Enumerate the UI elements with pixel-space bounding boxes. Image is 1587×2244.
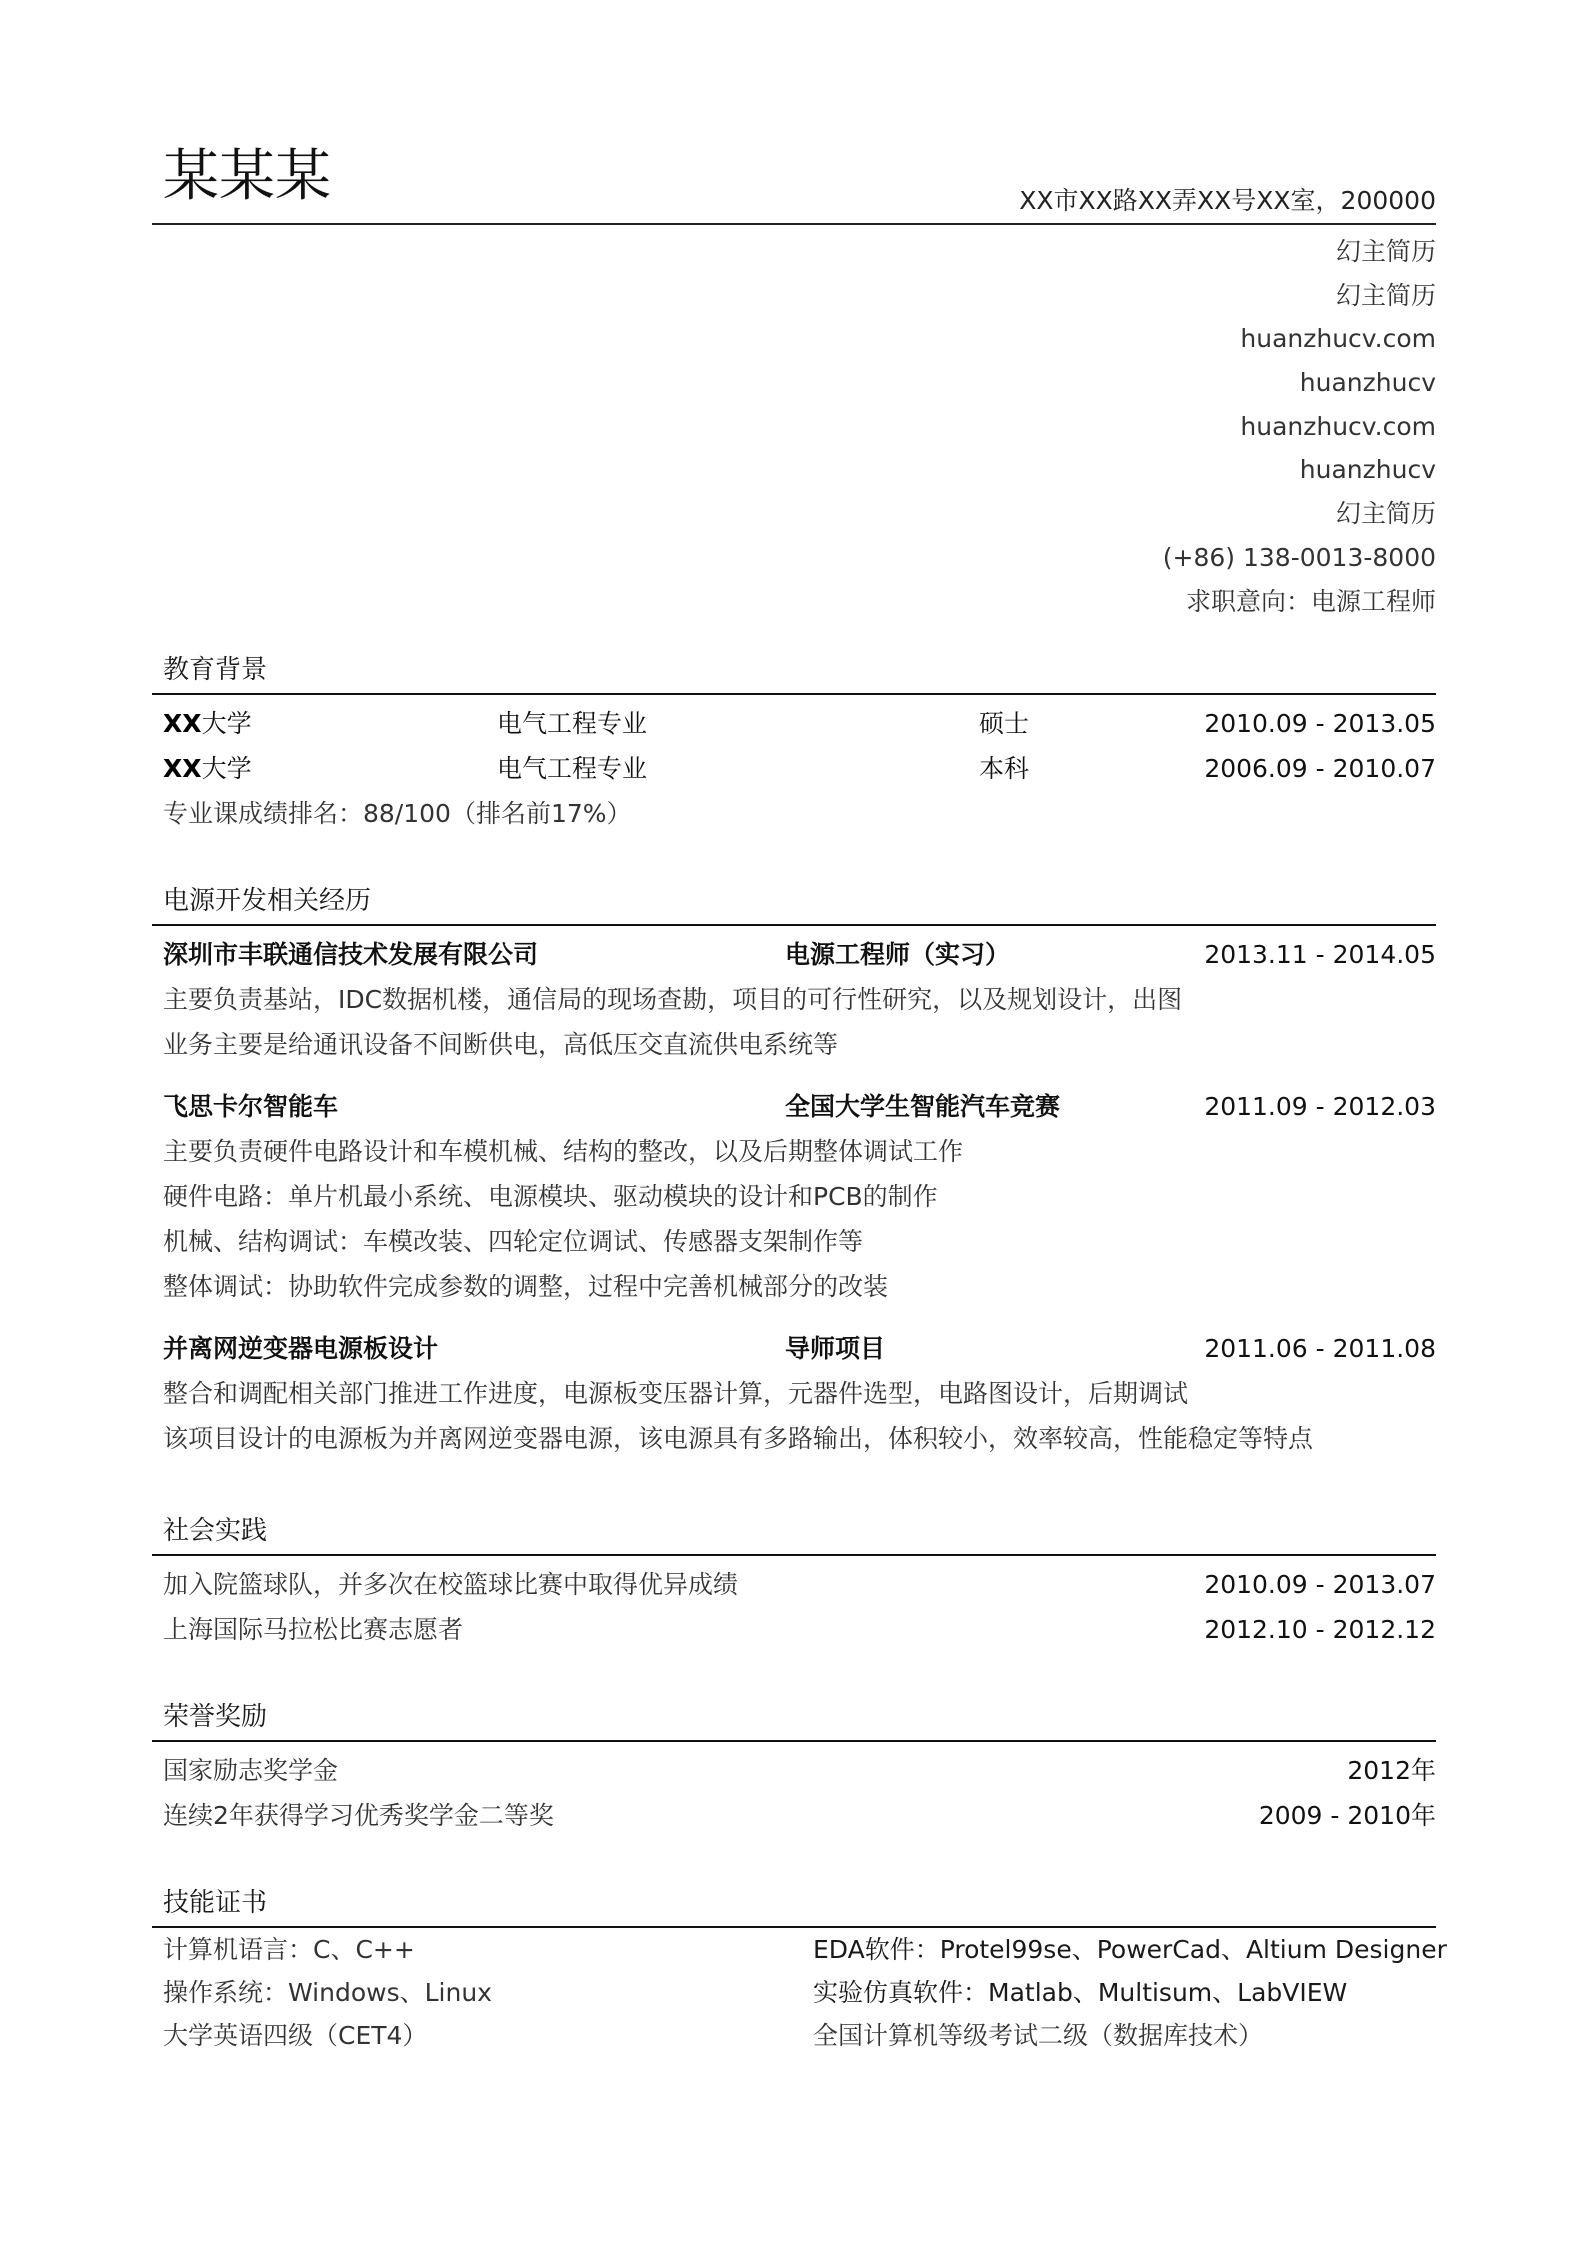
social-row xyxy=(163,1562,1436,1607)
section-title: 电源开发相关经历 xyxy=(163,886,372,916)
entry-detail: 该项目设计的电源板为并离网逆变器电源，该电源具有多路输出，体积较小，效率较高，性能稳定等特点 xyxy=(163,1424,1314,1453)
skill-row xyxy=(163,2014,1436,2057)
date-range: 2010.09 - 2013.07 xyxy=(1204,1570,1436,1599)
skill-row xyxy=(163,1971,1436,2014)
entry-header xyxy=(163,1326,1436,1371)
date-range: 2006.09 - 2010.07 xyxy=(1204,754,1436,783)
entry-detail: 业务主要是给通讯设备不间断供电，高低压交直流供电系统等 xyxy=(163,1030,839,1059)
job-objective: 求职意向：电源工程师 xyxy=(1185,586,1436,616)
entry-role: 全国大学生智能汽车竞赛 xyxy=(785,1092,1061,1121)
skill-item: EDA软件：Protel99se、PowerCad、Altium Designer xyxy=(813,1935,1447,1964)
honor-row xyxy=(163,1748,1436,1793)
entry-organization: 飞思卡尔智能车 xyxy=(163,1092,339,1121)
honor-name: 国家励志奖学金 xyxy=(163,1756,339,1785)
major: 电气工程专业 xyxy=(497,754,648,783)
section-title: 教育背景 xyxy=(163,655,268,685)
education-row xyxy=(163,701,1436,746)
entry-detail: 硬件电路：单片机最小系统、电源模块、驱动模块的设计和PCB的制作 xyxy=(163,1182,938,1211)
section-title: 社会实践 xyxy=(163,1516,268,1546)
major: 电气工程专业 xyxy=(497,709,648,738)
contact-list xyxy=(1163,230,1436,623)
candidate-name: 某某某 xyxy=(163,144,331,209)
honor-year: 2012年 xyxy=(1347,1756,1436,1785)
contact-item: 幻主简历 xyxy=(1335,237,1436,266)
section-education xyxy=(163,653,1436,836)
entry-detail: 主要负责硬件电路设计和车模机械、结构的整改，以及后期整体调试工作 xyxy=(163,1137,964,1166)
degree: 硕士 xyxy=(979,709,1030,738)
entry-detail: 机械、结构调试：车模改装、四轮定位调试、传感器支架制作等 xyxy=(163,1227,864,1256)
date-range: 2010.09 - 2013.05 xyxy=(1204,709,1436,738)
experience-entry xyxy=(163,1084,1436,1309)
skill-row xyxy=(163,1928,1447,1971)
skill-item: 全国计算机等级考试二级（数据库技术） xyxy=(813,2021,1264,2050)
entry-header xyxy=(163,1084,1436,1129)
school: XX大学 xyxy=(163,754,252,783)
contact-website[interactable]: huanzhucv.com xyxy=(1240,411,1436,441)
section-experience xyxy=(163,884,1436,1478)
experience-entry xyxy=(163,1326,1436,1461)
honor-row xyxy=(163,1793,1436,1838)
address: XX市XX路XX弄XX号XX室，200000 xyxy=(1019,186,1436,215)
contact-item: 幻主简历 xyxy=(1335,499,1436,529)
entry-detail: 整合和调配相关部门推进工作进度，电源板变压器计算，元器件选型，电路图设计，后期调试 xyxy=(163,1379,1189,1408)
section-divider xyxy=(152,693,1436,695)
contact-website[interactable]: huanzhucv.com xyxy=(1240,324,1436,354)
degree: 本科 xyxy=(979,754,1030,783)
contact-phone: (+86) 138-0013-8000 xyxy=(1162,542,1436,572)
experience-entry xyxy=(163,932,1436,1067)
entry-detail: 整体调试：协助软件完成参数的调整，过程中完善机械部分的改装 xyxy=(163,1272,889,1301)
entry-role: 电源工程师（实习） xyxy=(785,940,1011,969)
section-divider xyxy=(152,1740,1436,1742)
skill-item: 计算机语言：C、C++ xyxy=(163,1935,415,1964)
activity: 上海国际马拉松比赛志愿者 xyxy=(163,1615,464,1644)
section-title: 荣誉奖励 xyxy=(163,1702,268,1732)
skill-item: 大学英语四级（CET4） xyxy=(163,2021,428,2050)
honor-name: 连续2年获得学习优秀奖学金二等奖 xyxy=(163,1801,554,1830)
contact-item: 幻主简历 xyxy=(1335,280,1436,310)
contact-item: huanzhucv xyxy=(1299,455,1436,485)
header-divider xyxy=(152,223,1436,225)
skill-item: 实验仿真软件：Matlab、Multisum、LabVIEW xyxy=(813,1978,1348,2007)
skill-item: 操作系统：Windows、Linux xyxy=(163,1978,492,2007)
entry-organization: 深圳市丰联通信技术发展有限公司 xyxy=(163,940,539,969)
honor-year: 2009 - 2010年 xyxy=(1258,1801,1436,1830)
date-range: 2012.10 - 2012.12 xyxy=(1204,1615,1436,1644)
contact-item: huanzhucv xyxy=(1299,368,1436,398)
section-skills xyxy=(163,1886,1447,2057)
gpa-rank-note: 专业课成绩排名：88/100（排名前17%） xyxy=(163,799,632,828)
education-row xyxy=(163,746,1436,791)
section-honors xyxy=(163,1700,1436,1838)
date-range: 2013.11 - 2014.05 xyxy=(1204,940,1436,969)
date-range: 2011.09 - 2012.03 xyxy=(1204,1092,1436,1121)
date-range: 2011.06 - 2011.08 xyxy=(1204,1334,1436,1363)
section-social-practice xyxy=(163,1514,1436,1652)
social-row xyxy=(163,1607,1436,1652)
section-title: 技能证书 xyxy=(163,1888,268,1918)
activity: 加入院篮球队，并多次在校篮球比赛中取得优异成绩 xyxy=(163,1570,739,1599)
section-divider xyxy=(152,1554,1436,1556)
entry-role: 导师项目 xyxy=(785,1334,886,1363)
entry-header xyxy=(163,932,1436,977)
section-divider xyxy=(152,924,1436,926)
entry-organization: 并离网逆变器电源板设计 xyxy=(163,1334,439,1363)
school: XX大学 xyxy=(163,709,252,738)
entry-detail: 主要负责基站，IDC数据机楼，通信局的现场查勘，项目的可行性研究，以及规划设计，出图 xyxy=(163,985,1183,1014)
